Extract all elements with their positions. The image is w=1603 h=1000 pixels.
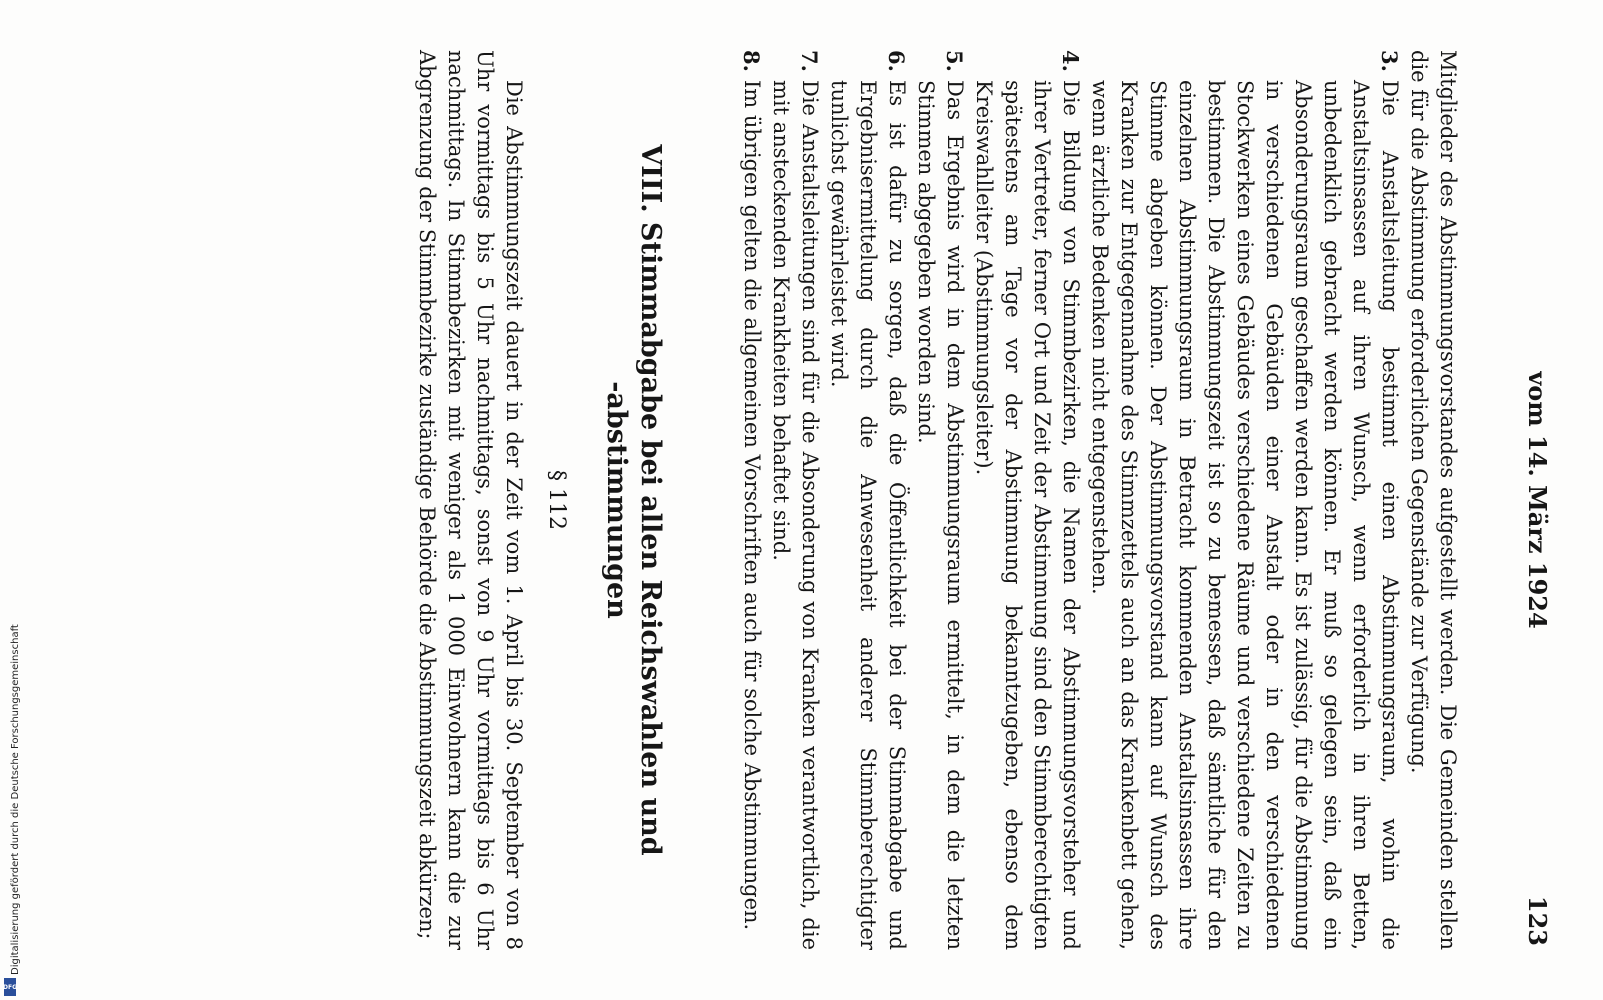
item-number: 6. — [884, 50, 909, 72]
body-text — [412, 50, 1462, 950]
list-item-5 — [911, 50, 969, 950]
header-date: vom 14. März 1924 — [1523, 371, 1552, 629]
page-number: 123 — [1523, 895, 1552, 946]
paragraph-continuation: Mitglieder des Abstimmungsvorstandes aufgestellt werden. Die Gemeinden stellen die für die Abstimmung erforderlichen Gegenstände zur Verfügung. — [1407, 50, 1460, 950]
list-item-3 — [1085, 50, 1404, 950]
list-item-4 — [969, 50, 1085, 950]
dfg-logo-icon: DFG — [4, 978, 16, 996]
page-header — [1512, 50, 1552, 950]
list-item-8 — [737, 50, 766, 950]
list-item-7 — [766, 50, 824, 950]
chapter-heading-line-1: VIII. Stimmabgabe bei allen Reichswahlen und — [635, 144, 666, 856]
item-text: Das Ergebnis wird in dem Abstimmungsraum ermittelt, in dem die letzten Stimmen abgegeben worden sind. — [914, 80, 967, 950]
list-item-6 — [824, 50, 911, 950]
item-number: 4. — [1058, 50, 1083, 72]
item-number: 8. — [739, 50, 764, 72]
section-number: § 112 — [544, 470, 569, 530]
chapter-heading-line-2: -abstimmungen — [601, 381, 632, 619]
item-number: 5. — [942, 50, 967, 72]
item-number: 7. — [797, 50, 822, 72]
rotated-page-content — [60, 50, 1560, 950]
item-text: Im übrigen gelten die allgemeinen Vorschriften auch für solche Abstimmungen. — [740, 80, 764, 931]
item-text: Die Bildung von Stimmbezirken, die Namen der Abstimmungsvorsteher und ihrer Vertreter, ferner Ort und Zeit der Abstimmung sind den Stimmberechtigten spätestens am Tage vor der Abstimmung bekanntzugeben, ebenso dem Kreiswahlleiter (Abstimmungsleiter). — [972, 80, 1083, 950]
digitization-credit: Digitalisierung gefördert durch die Deutsche Forschungsgemeinschaft — [10, 624, 21, 975]
item-number: 3. — [1377, 50, 1402, 72]
item-text: Die Anstaltsleitung bestimmt einen Abstimmungsraum, wohin die Anstaltsinsassen auf ihren Wunsch, wenn erforderlich in ihren Betten, unbedenklich gebracht werden können. Er muß so gelegen sein, daß ein Absonderungsraum geschaffen werden kann. Es ist zulässig, für die Abstimmung in verschiedenen Gebäuden einer Anstalt oder in den verschiedenen Stockwerken eines Gebäudes verschiedene Räume und verschiedene Zeiten zu bestimmen. Die Abstimmungszeit ist so zu bemessen, daß sämtliche für den einzelnen Abstimmungsraum in Betracht kommenden Anstaltsinsassen ihre Stimme abgeben können. Der Abstimmungsvorstand kann auf Wunsch des Kranken zur Entgegennahme des Stimmzettels auch an das Krankenbett gehen, wenn ärztliche Bedenken nicht entgegenstehen. — [1088, 80, 1402, 950]
item-text: Die Anstaltsleitungen sind für die Absonderung von Kranken verantwortlich, die mit ansteckenden Krankheiten behaftet sind. — [769, 80, 822, 950]
item-text: Es ist dafür zu sorgen, daß die Öffentlichkeit bei der Stimmabgabe und Ergebnisermittelung durch die Anwesenheit anderer Stimmberechtigter tunlichst gewährleistet wird. — [827, 80, 909, 950]
section-paragraph: Die Abstimmungszeit dauert in der Zeit vom 1. April bis 30. September von 8 Uhr vormittags bis 5 Uhr nachmittags, sonst von 9 Uhr vormittags bis 6 Uhr nachmittags. In Stimmbezirken mit weniger als 1 000 Einwohnern kann die zur Abgrenzung der Stimmbezirke zuständige Behörde die Abstimmungszeit abkürzen; — [415, 50, 526, 950]
document-content — [60, 50, 1560, 950]
chapter-heading — [599, 50, 667, 950]
